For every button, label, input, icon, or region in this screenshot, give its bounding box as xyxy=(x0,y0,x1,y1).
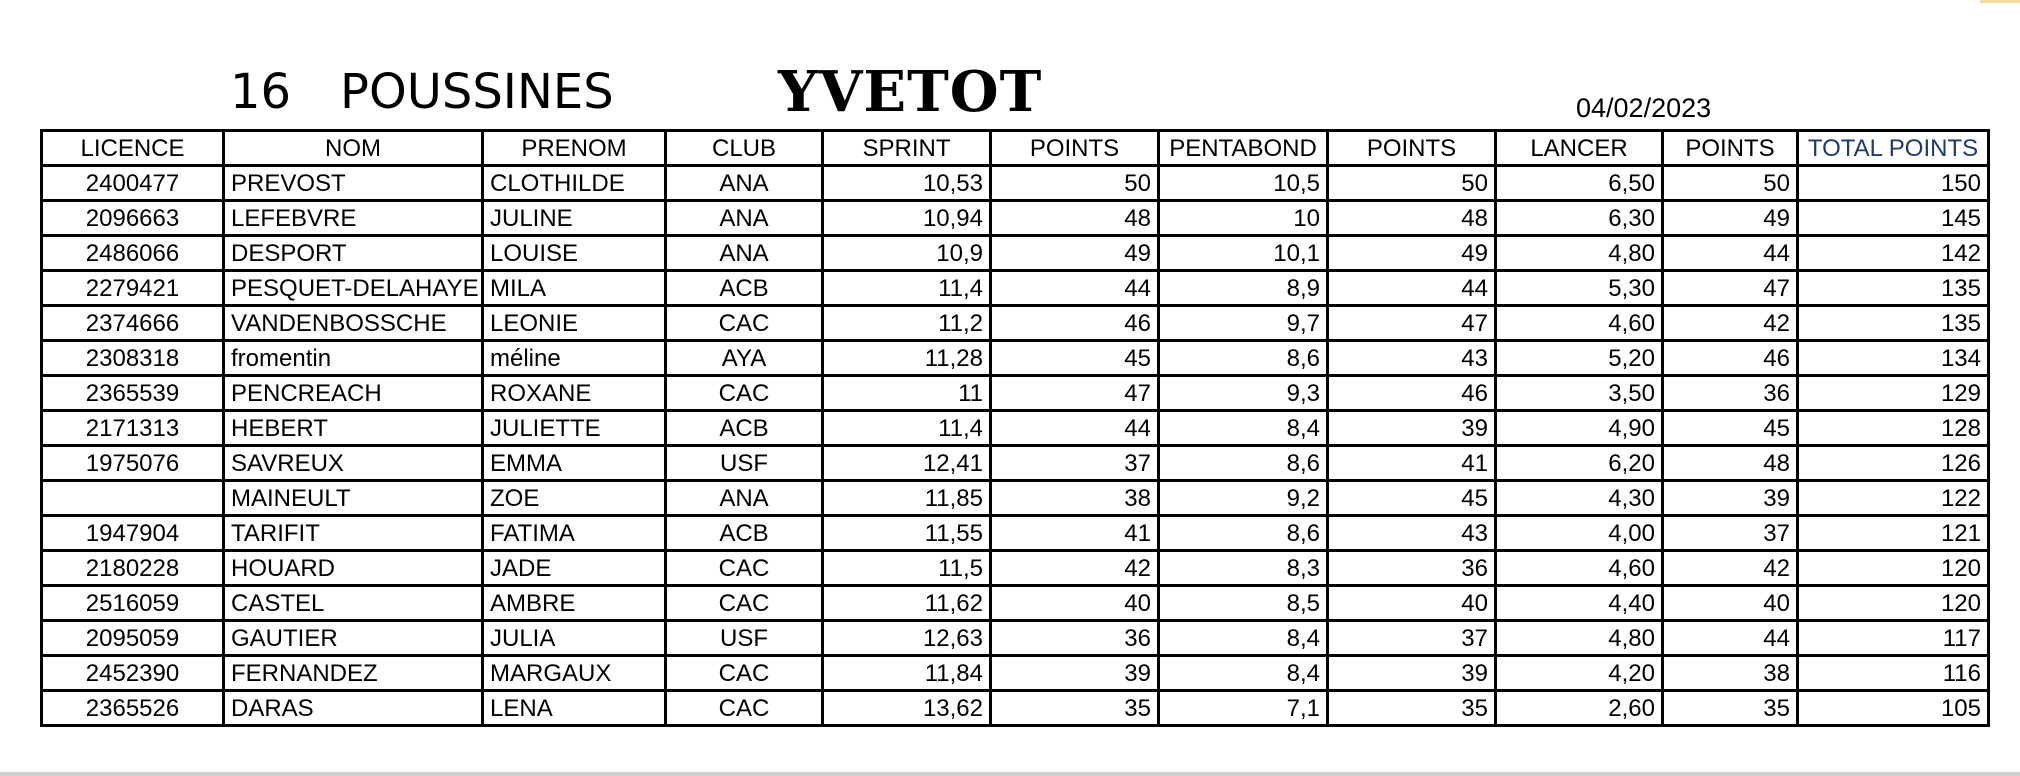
licence-cell xyxy=(42,481,224,516)
event-date: 04/02/2023 xyxy=(1576,93,1712,123)
table-row xyxy=(42,621,1989,656)
lancer-cell: 4,80 xyxy=(1496,621,1663,656)
sprint-cell: 10,53 xyxy=(823,166,991,201)
total-points-cell: 145 xyxy=(1798,201,1989,236)
lancer-cell: 5,30 xyxy=(1496,271,1663,306)
prenom-cell: ROXANE xyxy=(483,376,666,411)
prenom-cell: CLOTHILDE xyxy=(483,166,666,201)
nom-cell: PREVOST xyxy=(224,166,483,201)
lancer-cell: 4,60 xyxy=(1496,551,1663,586)
pentabond-points-cell: 36 xyxy=(1328,551,1496,586)
table-row xyxy=(42,201,1989,236)
nom-cell: DARAS xyxy=(224,691,483,726)
sprint-cell: 10,9 xyxy=(823,236,991,271)
sprint-points-cell: 35 xyxy=(991,691,1159,726)
column-header-prenom: PRENOM xyxy=(483,131,666,166)
total-points-cell: 135 xyxy=(1798,306,1989,341)
table-row xyxy=(42,656,1989,691)
table-row xyxy=(42,481,1989,516)
sprint-points-cell: 46 xyxy=(991,306,1159,341)
lancer-cell: 6,20 xyxy=(1496,446,1663,481)
club-cell: ACB xyxy=(666,411,823,446)
total-points-cell: 116 xyxy=(1798,656,1989,691)
nom-cell: HEBERT xyxy=(224,411,483,446)
total-points-cell: 150 xyxy=(1798,166,1989,201)
club-cell: CAC xyxy=(666,376,823,411)
sprint-cell: 11,4 xyxy=(823,271,991,306)
pentabond-cell: 9,3 xyxy=(1159,376,1328,411)
pentabond-points-cell: 49 xyxy=(1328,236,1496,271)
club-cell: CAC xyxy=(666,306,823,341)
lancer-cell: 5,20 xyxy=(1496,341,1663,376)
club-cell: AYA xyxy=(666,341,823,376)
pentabond-cell: 8,9 xyxy=(1159,271,1328,306)
sprint-points-cell: 36 xyxy=(991,621,1159,656)
lancer-cell: 4,40 xyxy=(1496,586,1663,621)
pentabond-points-cell: 46 xyxy=(1328,376,1496,411)
sprint-cell: 11 xyxy=(823,376,991,411)
table-row xyxy=(42,551,1989,586)
club-cell: ACB xyxy=(666,516,823,551)
results-body xyxy=(42,166,1989,726)
total-points-cell: 142 xyxy=(1798,236,1989,271)
lancer-points-cell: 38 xyxy=(1663,656,1798,691)
pentabond-cell: 10,5 xyxy=(1159,166,1328,201)
sprint-cell: 10,94 xyxy=(823,201,991,236)
prenom-cell: MARGAUX xyxy=(483,656,666,691)
lancer-cell: 4,00 xyxy=(1496,516,1663,551)
nom-cell: CASTEL xyxy=(224,586,483,621)
club-cell: USF xyxy=(666,621,823,656)
licence-cell: 1947904 xyxy=(42,516,224,551)
lancer-points-cell: 39 xyxy=(1663,481,1798,516)
licence-cell: 2365539 xyxy=(42,376,224,411)
pentabond-cell: 8,6 xyxy=(1159,341,1328,376)
nom-cell: MAINEULT xyxy=(224,481,483,516)
licence-cell: 2180228 xyxy=(42,551,224,586)
club-cell: ANA xyxy=(666,201,823,236)
pentabond-points-cell: 48 xyxy=(1328,201,1496,236)
licence-cell: 2279421 xyxy=(42,271,224,306)
pentabond-cell: 10 xyxy=(1159,201,1328,236)
table-row xyxy=(42,376,1989,411)
licence-cell: 2486066 xyxy=(42,236,224,271)
athlete-count: 16 xyxy=(230,64,292,120)
prenom-cell: méline xyxy=(483,341,666,376)
licence-cell: 2308318 xyxy=(42,341,224,376)
nom-cell: TARIFIT xyxy=(224,516,483,551)
city-title: YVETOT xyxy=(778,59,1043,125)
column-header-sprint: SPRINT xyxy=(823,131,991,166)
corner-mark xyxy=(1980,0,2020,3)
column-header-licence: LICENCE xyxy=(42,131,224,166)
pentabond-points-cell: 39 xyxy=(1328,656,1496,691)
licence-cell: 2095059 xyxy=(42,621,224,656)
lancer-points-cell: 44 xyxy=(1663,621,1798,656)
prenom-cell: AMBRE xyxy=(483,586,666,621)
lancer-cell: 4,30 xyxy=(1496,481,1663,516)
sprint-points-cell: 45 xyxy=(991,341,1159,376)
sprint-points-cell: 50 xyxy=(991,166,1159,201)
column-header-lancer-points: POINTS xyxy=(1663,131,1798,166)
prenom-cell: JULIA xyxy=(483,621,666,656)
prenom-cell: MILA xyxy=(483,271,666,306)
total-points-cell: 121 xyxy=(1798,516,1989,551)
club-cell: USF xyxy=(666,446,823,481)
pentabond-cell: 8,6 xyxy=(1159,446,1328,481)
prenom-cell: LOUISE xyxy=(483,236,666,271)
lancer-points-cell: 45 xyxy=(1663,411,1798,446)
sprint-cell: 11,28 xyxy=(823,341,991,376)
prenom-cell: ZOE xyxy=(483,481,666,516)
pentabond-cell: 9,2 xyxy=(1159,481,1328,516)
lancer-cell: 4,60 xyxy=(1496,306,1663,341)
pentabond-points-cell: 43 xyxy=(1328,341,1496,376)
pentabond-points-cell: 37 xyxy=(1328,621,1496,656)
column-header-nom: NOM xyxy=(224,131,483,166)
licence-cell: 2452390 xyxy=(42,656,224,691)
column-header-total-points: TOTAL POINTS xyxy=(1798,131,1989,166)
prenom-cell: LENA xyxy=(483,691,666,726)
lancer-cell: 6,30 xyxy=(1496,201,1663,236)
club-cell: CAC xyxy=(666,691,823,726)
results-table xyxy=(40,129,1990,727)
prenom-cell: LEONIE xyxy=(483,306,666,341)
licence-cell: 2516059 xyxy=(42,586,224,621)
licence-cell: 2171313 xyxy=(42,411,224,446)
nom-cell: GAUTIER xyxy=(224,621,483,656)
nom-cell: fromentin xyxy=(224,341,483,376)
lancer-cell: 4,80 xyxy=(1496,236,1663,271)
sprint-points-cell: 38 xyxy=(991,481,1159,516)
pentabond-points-cell: 45 xyxy=(1328,481,1496,516)
sprint-points-cell: 44 xyxy=(991,411,1159,446)
total-points-cell: 122 xyxy=(1798,481,1989,516)
lancer-points-cell: 42 xyxy=(1663,551,1798,586)
column-header-club: CLUB xyxy=(666,131,823,166)
lancer-points-cell: 47 xyxy=(1663,271,1798,306)
lancer-cell: 4,20 xyxy=(1496,656,1663,691)
bottom-strip xyxy=(0,772,2020,776)
pentabond-points-cell: 40 xyxy=(1328,586,1496,621)
sprint-points-cell: 49 xyxy=(991,236,1159,271)
lancer-points-cell: 49 xyxy=(1663,201,1798,236)
sprint-cell: 11,85 xyxy=(823,481,991,516)
total-points-cell: 120 xyxy=(1798,551,1989,586)
column-header-sprint-points: POINTS xyxy=(991,131,1159,166)
prenom-cell: JULIETTE xyxy=(483,411,666,446)
pentabond-cell: 8,5 xyxy=(1159,586,1328,621)
club-cell: CAC xyxy=(666,551,823,586)
lancer-points-cell: 40 xyxy=(1663,586,1798,621)
lancer-points-cell: 35 xyxy=(1663,691,1798,726)
column-header-lancer: LANCER xyxy=(1496,131,1663,166)
licence-cell: 2365526 xyxy=(42,691,224,726)
pentabond-cell: 8,4 xyxy=(1159,621,1328,656)
lancer-points-cell: 42 xyxy=(1663,306,1798,341)
table-row xyxy=(42,516,1989,551)
total-points-cell: 120 xyxy=(1798,586,1989,621)
lancer-points-cell: 50 xyxy=(1663,166,1798,201)
pentabond-cell: 8,4 xyxy=(1159,656,1328,691)
total-points-cell: 117 xyxy=(1798,621,1989,656)
club-cell: CAC xyxy=(666,656,823,691)
sprint-points-cell: 40 xyxy=(991,586,1159,621)
sprint-cell: 11,55 xyxy=(823,516,991,551)
prenom-cell: JADE xyxy=(483,551,666,586)
sprint-points-cell: 47 xyxy=(991,376,1159,411)
table-row xyxy=(42,411,1989,446)
total-points-cell: 129 xyxy=(1798,376,1989,411)
lancer-points-cell: 37 xyxy=(1663,516,1798,551)
club-cell: ANA xyxy=(666,236,823,271)
table-row xyxy=(42,691,1989,726)
sprint-cell: 13,62 xyxy=(823,691,991,726)
pentabond-points-cell: 41 xyxy=(1328,446,1496,481)
pentabond-points-cell: 39 xyxy=(1328,411,1496,446)
table-row xyxy=(42,446,1989,481)
category-title: POUSSINES xyxy=(340,64,614,120)
pentabond-points-cell: 47 xyxy=(1328,306,1496,341)
licence-cell: 1975076 xyxy=(42,446,224,481)
lancer-points-cell: 36 xyxy=(1663,376,1798,411)
licence-cell: 2374666 xyxy=(42,306,224,341)
sprint-cell: 12,63 xyxy=(823,621,991,656)
header-row xyxy=(42,131,1989,166)
sprint-cell: 11,5 xyxy=(823,551,991,586)
club-cell: CAC xyxy=(666,586,823,621)
pentabond-points-cell: 44 xyxy=(1328,271,1496,306)
table-row xyxy=(42,341,1989,376)
table-row xyxy=(42,236,1989,271)
sprint-cell: 11,84 xyxy=(823,656,991,691)
pentabond-cell: 8,3 xyxy=(1159,551,1328,586)
sprint-points-cell: 44 xyxy=(991,271,1159,306)
sprint-cell: 11,4 xyxy=(823,411,991,446)
nom-cell: PESQUET-DELAHAYE xyxy=(224,271,483,306)
total-points-cell: 135 xyxy=(1798,271,1989,306)
lancer-points-cell: 44 xyxy=(1663,236,1798,271)
sprint-cell: 11,2 xyxy=(823,306,991,341)
sprint-cell: 11,62 xyxy=(823,586,991,621)
licence-cell: 2400477 xyxy=(42,166,224,201)
nom-cell: HOUARD xyxy=(224,551,483,586)
prenom-cell: EMMA xyxy=(483,446,666,481)
pentabond-cell: 8,6 xyxy=(1159,516,1328,551)
sprint-cell: 12,41 xyxy=(823,446,991,481)
nom-cell: FERNANDEZ xyxy=(224,656,483,691)
total-points-cell: 105 xyxy=(1798,691,1989,726)
lancer-cell: 6,50 xyxy=(1496,166,1663,201)
total-points-cell: 126 xyxy=(1798,446,1989,481)
sprint-points-cell: 39 xyxy=(991,656,1159,691)
sprint-points-cell: 37 xyxy=(991,446,1159,481)
table-row xyxy=(42,271,1989,306)
club-cell: ANA xyxy=(666,481,823,516)
lancer-cell: 2,60 xyxy=(1496,691,1663,726)
sprint-points-cell: 41 xyxy=(991,516,1159,551)
lancer-points-cell: 46 xyxy=(1663,341,1798,376)
column-header-pentabond-points: POINTS xyxy=(1328,131,1496,166)
nom-cell: DESPORT xyxy=(224,236,483,271)
column-header-pentabond: PENTABOND xyxy=(1159,131,1328,166)
table-row xyxy=(42,306,1989,341)
nom-cell: PENCREACH xyxy=(224,376,483,411)
total-points-cell: 128 xyxy=(1798,411,1989,446)
pentabond-cell: 8,4 xyxy=(1159,411,1328,446)
pentabond-cell: 10,1 xyxy=(1159,236,1328,271)
table-row xyxy=(42,166,1989,201)
club-cell: ANA xyxy=(666,166,823,201)
lancer-points-cell: 48 xyxy=(1663,446,1798,481)
total-points-cell: 134 xyxy=(1798,341,1989,376)
pentabond-points-cell: 43 xyxy=(1328,516,1496,551)
pentabond-cell: 7,1 xyxy=(1159,691,1328,726)
nom-cell: SAVREUX xyxy=(224,446,483,481)
lancer-cell: 3,50 xyxy=(1496,376,1663,411)
pentabond-points-cell: 35 xyxy=(1328,691,1496,726)
sprint-points-cell: 42 xyxy=(991,551,1159,586)
nom-cell: VANDENBOSSCHE xyxy=(224,306,483,341)
nom-cell: LEFEBVRE xyxy=(224,201,483,236)
table-row xyxy=(42,586,1989,621)
sprint-points-cell: 48 xyxy=(991,201,1159,236)
pentabond-points-cell: 50 xyxy=(1328,166,1496,201)
prenom-cell: FATIMA xyxy=(483,516,666,551)
lancer-cell: 4,90 xyxy=(1496,411,1663,446)
prenom-cell: JULINE xyxy=(483,201,666,236)
licence-cell: 2096663 xyxy=(42,201,224,236)
club-cell: ACB xyxy=(666,271,823,306)
pentabond-cell: 9,7 xyxy=(1159,306,1328,341)
